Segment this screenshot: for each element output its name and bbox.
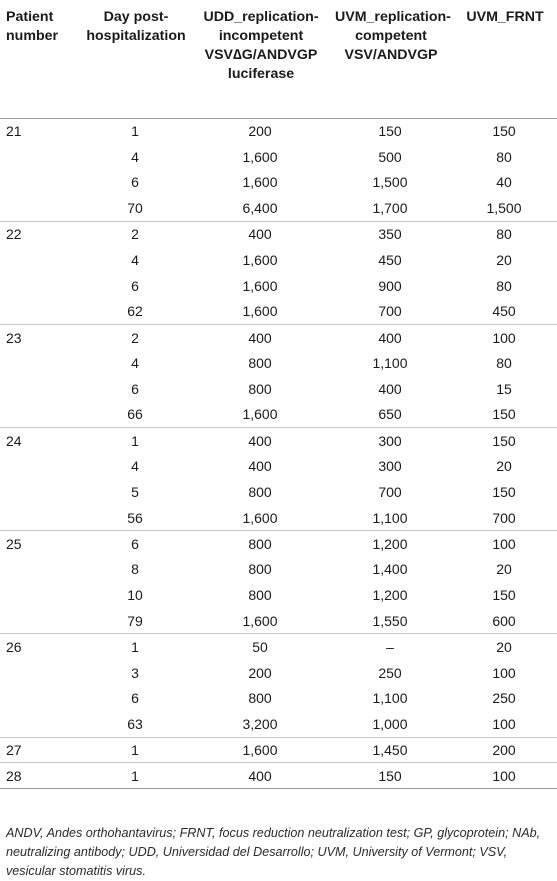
cell-uvm-frnt-value: 600 xyxy=(492,612,516,629)
table-row xyxy=(0,505,557,531)
table-row xyxy=(0,582,557,608)
cell-day: 3 xyxy=(131,664,139,681)
cell-day: 5 xyxy=(131,484,139,501)
cell-patient-number xyxy=(0,557,79,583)
cell-day: 4 xyxy=(131,251,139,268)
cell-udd-value: 1,600 xyxy=(242,612,278,629)
cell-uvm-replication-value: 700 xyxy=(378,303,402,320)
table-row xyxy=(0,402,557,428)
cell-patient-number xyxy=(0,479,79,505)
cell-uvm-replication-value: 1,000 xyxy=(372,715,408,732)
table-row xyxy=(0,195,557,221)
cell-patient-number xyxy=(0,273,79,299)
table-row xyxy=(0,531,557,557)
cell-uvm-replication-value: 350 xyxy=(329,221,451,247)
cell-patient-number xyxy=(0,170,79,196)
table-row xyxy=(0,557,557,583)
header-day-post-hospitalization: Day post-hospitalization xyxy=(79,0,191,118)
cell-patient-number: 27 xyxy=(0,737,79,763)
header-patient-number: Patient number xyxy=(0,0,79,118)
cell-udd-value: 200 xyxy=(248,664,272,681)
cell-patient-number: 23 xyxy=(0,324,79,350)
cell-uvm-frnt-value: 15 xyxy=(496,380,512,397)
cell-uvm-frnt-value: 100 xyxy=(451,531,557,557)
cell-uvm-replication-value: 450 xyxy=(378,251,402,268)
cell-udd-value: 800 xyxy=(248,587,272,604)
cell-uvm-frnt-value: 80 xyxy=(496,148,512,165)
cell-udd-value: 400 xyxy=(191,428,329,454)
cell-patient-number: 26 xyxy=(0,634,79,660)
cell-day: 4 xyxy=(131,458,139,475)
cell-uvm-frnt-value: 150 xyxy=(451,428,557,454)
cell-day: 1 xyxy=(79,428,191,454)
cell-day: 2 xyxy=(79,221,191,247)
table-body xyxy=(0,118,557,789)
cell-uvm-replication-value: 500 xyxy=(378,148,402,165)
table-row xyxy=(0,428,557,454)
cell-udd-value: 1,600 xyxy=(242,509,278,526)
cell-patient-number xyxy=(0,376,79,402)
cell-day: 63 xyxy=(127,715,143,732)
cell-patient-number xyxy=(0,686,79,712)
cell-udd-value: 800 xyxy=(248,380,272,397)
cell-uvm-frnt-value: 150 xyxy=(492,484,516,501)
cell-day: 8 xyxy=(131,561,139,578)
cell-udd-value: 1,600 xyxy=(242,251,278,268)
cell-day: 79 xyxy=(127,612,143,629)
table-row xyxy=(0,118,557,144)
cell-uvm-frnt-value: 20 xyxy=(496,251,512,268)
cell-uvm-replication-value: 1,200 xyxy=(329,531,451,557)
cell-uvm-frnt-value: 80 xyxy=(496,277,512,294)
cell-patient-number xyxy=(0,608,79,634)
cell-patient-number xyxy=(0,247,79,273)
table-row xyxy=(0,273,557,299)
cell-uvm-frnt-value: 20 xyxy=(496,561,512,578)
cell-uvm-replication-value: 400 xyxy=(378,380,402,397)
cell-uvm-replication-value: 1,200 xyxy=(372,587,408,604)
table-footnote: ANDV, Andes orthohantavirus; FRNT, focus reduction neutralization test; GP, glycoprotein; NAb, neutralizing antibody; UDD, Universidad del Desarrollo; UVM, University of Vermont; VSV, vesicular stomatitis virus. xyxy=(6,826,541,878)
cell-day: 1 xyxy=(79,634,191,660)
cell-udd-value: 3,200 xyxy=(242,715,278,732)
table-row xyxy=(0,763,557,789)
cell-day: 66 xyxy=(127,406,143,423)
cell-day: 10 xyxy=(127,587,143,604)
cell-uvm-replication-value: 300 xyxy=(378,458,402,475)
cell-udd-value: 400 xyxy=(191,763,329,789)
cell-udd-value: 400 xyxy=(191,221,329,247)
cell-patient-number xyxy=(0,144,79,170)
table-row xyxy=(0,144,557,170)
cell-udd-value: 800 xyxy=(248,561,272,578)
cell-patient-number: 21 xyxy=(6,123,22,140)
cell-day: 1 xyxy=(79,763,191,789)
cell-uvm-frnt-value: 100 xyxy=(492,664,516,681)
cell-uvm-replication-value: 1,450 xyxy=(329,737,451,763)
cell-udd-value: 1,600 xyxy=(242,406,278,423)
table-row xyxy=(0,634,557,660)
cell-uvm-replication-value: 150 xyxy=(329,763,451,789)
cell-day: 70 xyxy=(127,200,143,217)
header-udd-replication-incompetent: UDD_replication-incompetent VSV∆G/ANDVGP luciferase xyxy=(191,0,329,118)
cell-patient-number xyxy=(0,582,79,608)
table-row xyxy=(0,737,557,763)
table-row xyxy=(0,686,557,712)
table-row xyxy=(0,170,557,196)
cell-patient-number: 22 xyxy=(0,221,79,247)
table-row xyxy=(0,324,557,350)
cell-patient-number xyxy=(0,350,79,376)
cell-uvm-replication-value: 150 xyxy=(378,123,402,140)
cell-uvm-frnt-value: 80 xyxy=(496,355,512,372)
cell-day: 1 xyxy=(79,737,191,763)
table-row xyxy=(0,247,557,273)
cell-uvm-replication-value: 400 xyxy=(329,324,451,350)
cell-day: 4 xyxy=(131,148,139,165)
cell-uvm-replication-value: 1,550 xyxy=(372,612,408,629)
table-row xyxy=(0,608,557,634)
cell-udd-value: 800 xyxy=(248,355,272,372)
cell-uvm-replication-value: – xyxy=(329,634,451,660)
cell-patient-number xyxy=(0,402,79,428)
table-row xyxy=(0,376,557,402)
table-row xyxy=(0,660,557,686)
cell-uvm-frnt-value: 20 xyxy=(451,634,557,660)
cell-uvm-frnt-value: 80 xyxy=(451,221,557,247)
cell-uvm-frnt-value: 100 xyxy=(451,763,557,789)
cell-uvm-frnt-value: 100 xyxy=(451,324,557,350)
cell-day: 6 xyxy=(131,277,139,294)
cell-day: 56 xyxy=(127,509,143,526)
table-row xyxy=(0,299,557,325)
cell-udd-value: 400 xyxy=(191,324,329,350)
cell-udd-value: 1,600 xyxy=(242,174,278,191)
cell-patient-number xyxy=(0,453,79,479)
cell-uvm-frnt-value: 100 xyxy=(492,715,516,732)
cell-uvm-replication-value: 650 xyxy=(378,406,402,423)
cell-udd-value: 50 xyxy=(191,634,329,660)
cell-udd-value: 6,400 xyxy=(242,200,278,217)
header-uvm-frnt: UVM_FRNT xyxy=(451,0,557,118)
cell-patient-number xyxy=(0,195,79,221)
cell-uvm-frnt-value: 150 xyxy=(492,406,516,423)
table-row xyxy=(0,479,557,505)
table-row xyxy=(0,221,557,247)
cell-patient-number: 25 xyxy=(0,531,79,557)
cell-day: 1 xyxy=(131,123,139,140)
cell-uvm-replication-value: 900 xyxy=(378,277,402,294)
table-row xyxy=(0,350,557,376)
cell-uvm-frnt-value: 450 xyxy=(492,303,516,320)
cell-udd-value: 800 xyxy=(248,690,272,707)
cell-udd-value: 800 xyxy=(248,484,272,501)
cell-udd-value: 400 xyxy=(248,458,272,475)
cell-uvm-replication-value: 1,500 xyxy=(372,174,408,191)
cell-day: 6 xyxy=(79,531,191,557)
cell-uvm-replication-value: 1,100 xyxy=(372,355,408,372)
cell-uvm-frnt-value: 1,500 xyxy=(486,200,522,217)
cell-uvm-replication-value: 1,100 xyxy=(372,690,408,707)
cell-uvm-frnt-value: 40 xyxy=(496,174,512,191)
table-header xyxy=(0,0,557,118)
table-row xyxy=(0,453,557,479)
cell-uvm-frnt-value: 700 xyxy=(492,509,516,526)
cell-udd-value: 1,600 xyxy=(242,148,278,165)
cell-patient-number xyxy=(0,711,79,737)
cell-patient-number: 28 xyxy=(0,763,79,789)
cell-patient-number xyxy=(0,660,79,686)
cell-udd-value: 1,600 xyxy=(242,277,278,294)
cell-day: 6 xyxy=(131,174,139,191)
cell-day: 6 xyxy=(131,380,139,397)
cell-udd-value: 1,600 xyxy=(191,737,329,763)
cell-day: 4 xyxy=(131,355,139,372)
cell-uvm-frnt-value: 250 xyxy=(492,690,516,707)
cell-udd-value: 1,600 xyxy=(242,303,278,320)
cell-uvm-replication-value: 1,400 xyxy=(372,561,408,578)
cell-day: 6 xyxy=(131,690,139,707)
cell-day: 62 xyxy=(127,303,143,320)
cell-uvm-frnt-value: 150 xyxy=(492,123,516,140)
cell-uvm-replication-value: 1,100 xyxy=(372,509,408,526)
cell-uvm-frnt-value: 20 xyxy=(496,458,512,475)
table-row xyxy=(0,711,557,737)
cell-patient-number: 24 xyxy=(0,428,79,454)
cell-uvm-replication-value: 1,700 xyxy=(372,200,408,217)
cell-uvm-replication-value: 700 xyxy=(378,484,402,501)
header-uvm-replication-competent: UVM_replication-competent VSV/ANDVGP xyxy=(329,0,451,118)
cell-patient-number xyxy=(0,299,79,325)
cell-udd-value: 200 xyxy=(248,123,272,140)
cell-uvm-frnt-value: 200 xyxy=(451,737,557,763)
cell-udd-value: 800 xyxy=(191,531,329,557)
cell-uvm-replication-value: 250 xyxy=(378,664,402,681)
cell-uvm-replication-value: 300 xyxy=(329,428,451,454)
cell-day: 2 xyxy=(79,324,191,350)
cell-uvm-frnt-value: 150 xyxy=(492,587,516,604)
cell-patient-number xyxy=(0,505,79,531)
